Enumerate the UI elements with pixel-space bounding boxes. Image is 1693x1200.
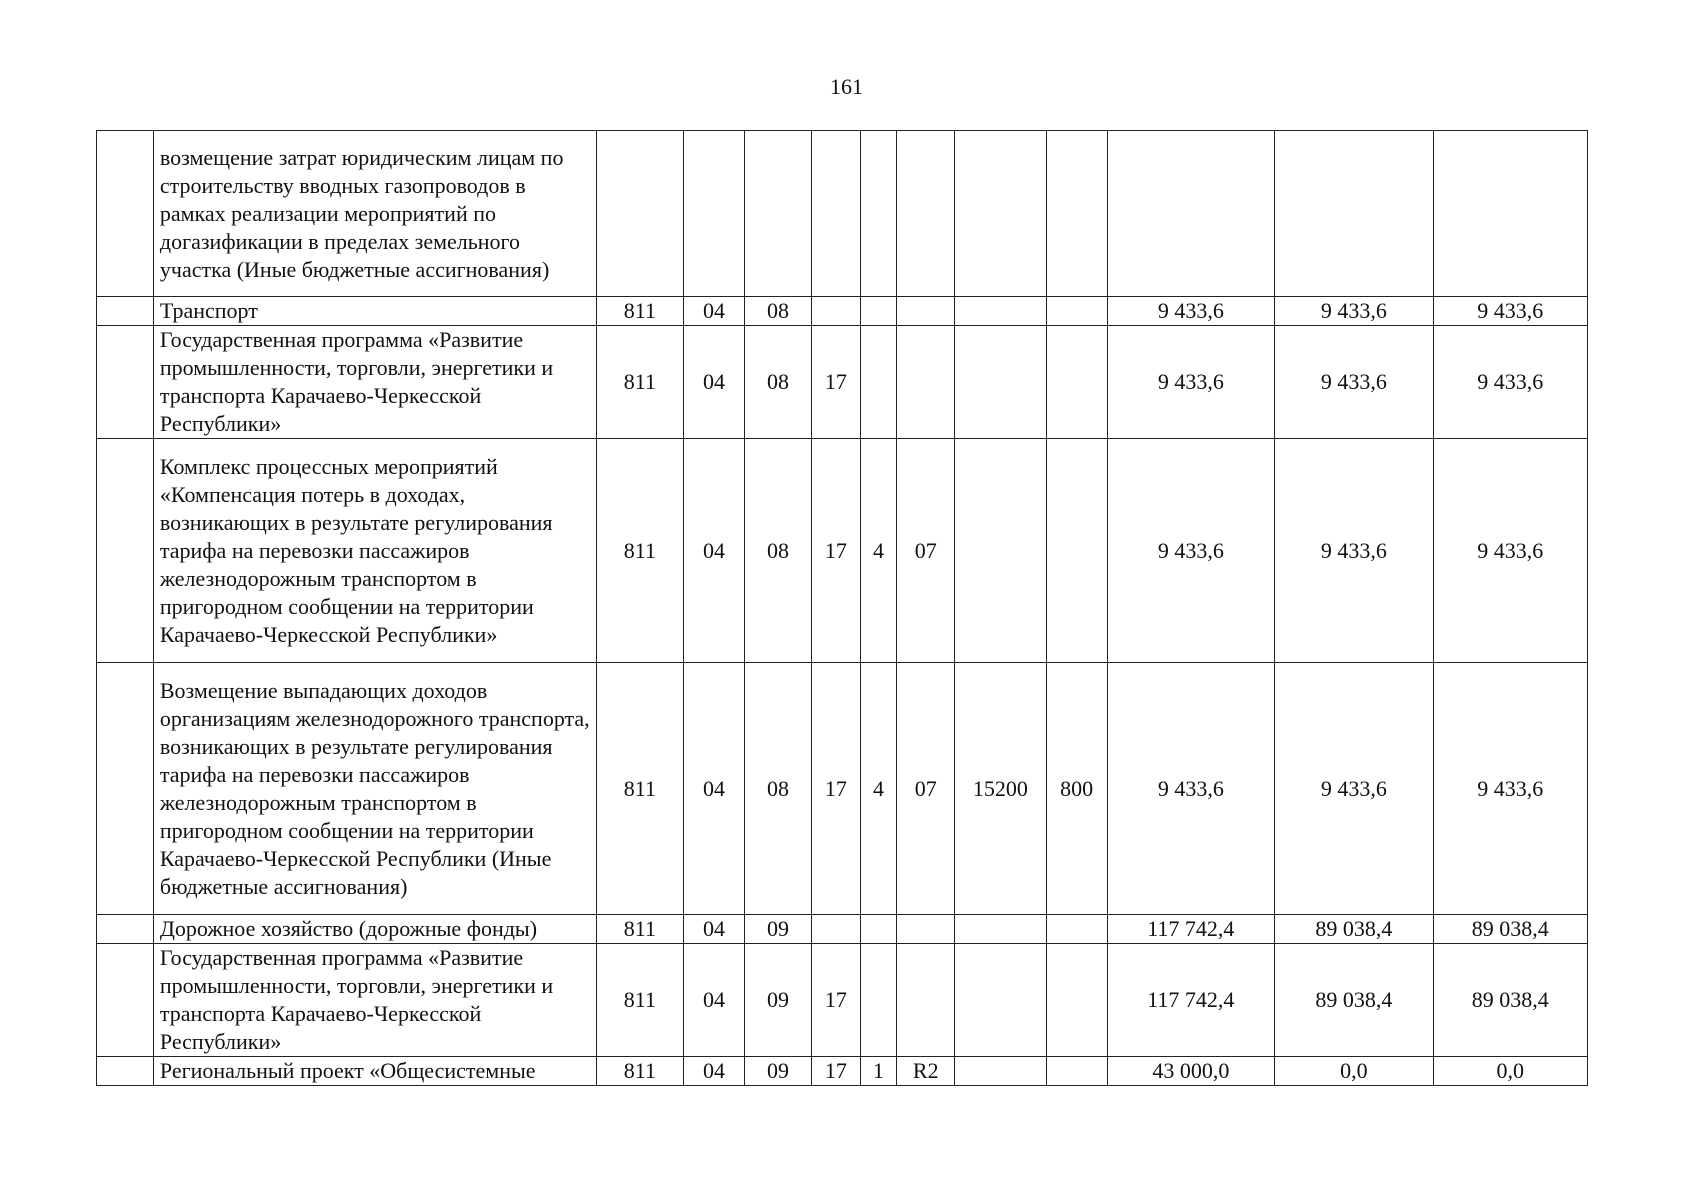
code-gr: 811 [596, 1057, 683, 1086]
code-program [812, 131, 861, 297]
sum-year-2: 89 038,4 [1275, 915, 1433, 944]
row-number-cell [97, 663, 154, 915]
code-subprogram: 1 [860, 1057, 897, 1086]
sum-year-2: 9 433,6 [1275, 297, 1433, 326]
code-vr [1046, 297, 1107, 326]
code-rz: 04 [684, 663, 745, 915]
code-rz: 04 [684, 1057, 745, 1086]
sum-year-1 [1107, 131, 1275, 297]
code-program: 17 [812, 439, 861, 663]
row-number-cell [97, 1057, 154, 1086]
code-rz: 04 [684, 297, 745, 326]
row-number-cell [97, 131, 154, 297]
code-measure: R2 [897, 1057, 955, 1086]
row-name: возмещение затрат юридическим лицам по строительству вводных газопроводов в рамках реализации мероприятий по догазификации в пределах земельного участка (Иные бюджетные ассигнования) [153, 131, 596, 297]
row-number-cell [97, 915, 154, 944]
row-name: Дорожное хозяйство (дорожные фонды) [153, 915, 596, 944]
sum-year-3 [1433, 131, 1587, 297]
page-number: 161 [830, 74, 863, 99]
code-measure [897, 297, 955, 326]
sum-year-3: 0,0 [1433, 1057, 1587, 1086]
code-vr [1046, 1057, 1107, 1086]
code-vr [1046, 439, 1107, 663]
row-number-cell [97, 326, 154, 439]
sum-year-1: 43 000,0 [1107, 1057, 1275, 1086]
sum-year-2: 9 433,6 [1275, 326, 1433, 439]
code-rz: 04 [684, 944, 745, 1057]
sum-year-2: 0,0 [1275, 1057, 1433, 1086]
table-row [97, 131, 1588, 297]
code-direction: 15200 [955, 663, 1046, 915]
code-measure [897, 944, 955, 1057]
code-gr: 811 [596, 439, 683, 663]
code-gr: 811 [596, 326, 683, 439]
row-name: Государственная программа «Развитие промышленности, торговли, энергетики и транспорта Карачаево-Черкесской Республики» [153, 326, 596, 439]
code-rz: 04 [684, 439, 745, 663]
code-pr: 09 [744, 915, 811, 944]
code-measure: 07 [897, 663, 955, 915]
sum-year-3: 9 433,6 [1433, 663, 1587, 915]
sum-year-2: 9 433,6 [1275, 439, 1433, 663]
code-gr: 811 [596, 915, 683, 944]
code-program: 17 [812, 1057, 861, 1086]
code-program [812, 915, 861, 944]
table-row [97, 944, 1588, 1057]
code-gr [596, 131, 683, 297]
sum-year-3: 9 433,6 [1433, 439, 1587, 663]
sum-year-1: 9 433,6 [1107, 439, 1275, 663]
code-subprogram [860, 915, 897, 944]
code-measure [897, 131, 955, 297]
table-row [97, 326, 1588, 439]
sum-year-1: 9 433,6 [1107, 297, 1275, 326]
code-direction [955, 1057, 1046, 1086]
sum-year-2 [1275, 131, 1433, 297]
sum-year-1: 117 742,4 [1107, 944, 1275, 1057]
code-rz [684, 131, 745, 297]
code-measure [897, 915, 955, 944]
code-gr: 811 [596, 944, 683, 1057]
code-program: 17 [812, 944, 861, 1057]
code-subprogram [860, 297, 897, 326]
table-row [97, 1057, 1588, 1086]
sum-year-3: 89 038,4 [1433, 915, 1587, 944]
code-direction [955, 915, 1046, 944]
code-vr [1046, 944, 1107, 1057]
code-rz: 04 [684, 915, 745, 944]
row-name: Возмещение выпадающих доходов организациям железнодорожного транспорта, возникающих в результате регулирования тарифа на перевозки пассажиров железнодорожным транспортом в пригородном сообщении на территории Карачаево-Черкесской Республики (Иные бюджетные ассигнования) [153, 663, 596, 915]
code-direction [955, 326, 1046, 439]
code-subprogram [860, 944, 897, 1057]
row-number-cell [97, 944, 154, 1057]
sum-year-3: 9 433,6 [1433, 326, 1587, 439]
code-vr [1046, 131, 1107, 297]
code-direction [955, 439, 1046, 663]
table-row [97, 297, 1588, 326]
table-row [97, 915, 1588, 944]
code-measure [897, 326, 955, 439]
sum-year-1: 9 433,6 [1107, 663, 1275, 915]
code-pr [744, 131, 811, 297]
code-vr [1046, 326, 1107, 439]
code-direction [955, 131, 1046, 297]
code-gr: 811 [596, 297, 683, 326]
code-subprogram [860, 326, 897, 439]
code-direction [955, 944, 1046, 1057]
row-name: Государственная программа «Развитие промышленности, торговли, энергетики и транспорта Карачаево-Черкесской Республики» [153, 944, 596, 1057]
sum-year-1: 9 433,6 [1107, 326, 1275, 439]
row-number-cell [97, 439, 154, 663]
sum-year-3: 9 433,6 [1433, 297, 1587, 326]
code-pr: 08 [744, 663, 811, 915]
code-pr: 09 [744, 1057, 811, 1086]
sum-year-2: 89 038,4 [1275, 944, 1433, 1057]
row-name: Региональный проект «Общесистемные [153, 1057, 596, 1086]
code-direction [955, 297, 1046, 326]
code-program: 17 [812, 326, 861, 439]
code-program: 17 [812, 663, 861, 915]
code-subprogram: 4 [860, 663, 897, 915]
code-subprogram [860, 131, 897, 297]
code-subprogram: 4 [860, 439, 897, 663]
row-name: Транспорт [153, 297, 596, 326]
code-rz: 04 [684, 326, 745, 439]
code-vr: 800 [1046, 663, 1107, 915]
sum-year-3: 89 038,4 [1433, 944, 1587, 1057]
code-program [812, 297, 861, 326]
code-vr [1046, 915, 1107, 944]
sum-year-2: 9 433,6 [1275, 663, 1433, 915]
code-gr: 811 [596, 663, 683, 915]
sum-year-1: 117 742,4 [1107, 915, 1275, 944]
code-pr: 08 [744, 326, 811, 439]
table-row [97, 439, 1588, 663]
table-row [97, 663, 1588, 915]
row-number-cell [97, 297, 154, 326]
budget-table [96, 130, 1588, 1086]
code-pr: 09 [744, 944, 811, 1057]
code-measure: 07 [897, 439, 955, 663]
code-pr: 08 [744, 297, 811, 326]
row-name: Комплекс процессных мероприятий «Компенсация потерь в доходах, возникающих в результате регулирования тарифа на перевозки пассажиров железнодорожным транспортом в пригородном сообщении на территории Карачаево-Черкесской Республики» [153, 439, 596, 663]
code-pr: 08 [744, 439, 811, 663]
